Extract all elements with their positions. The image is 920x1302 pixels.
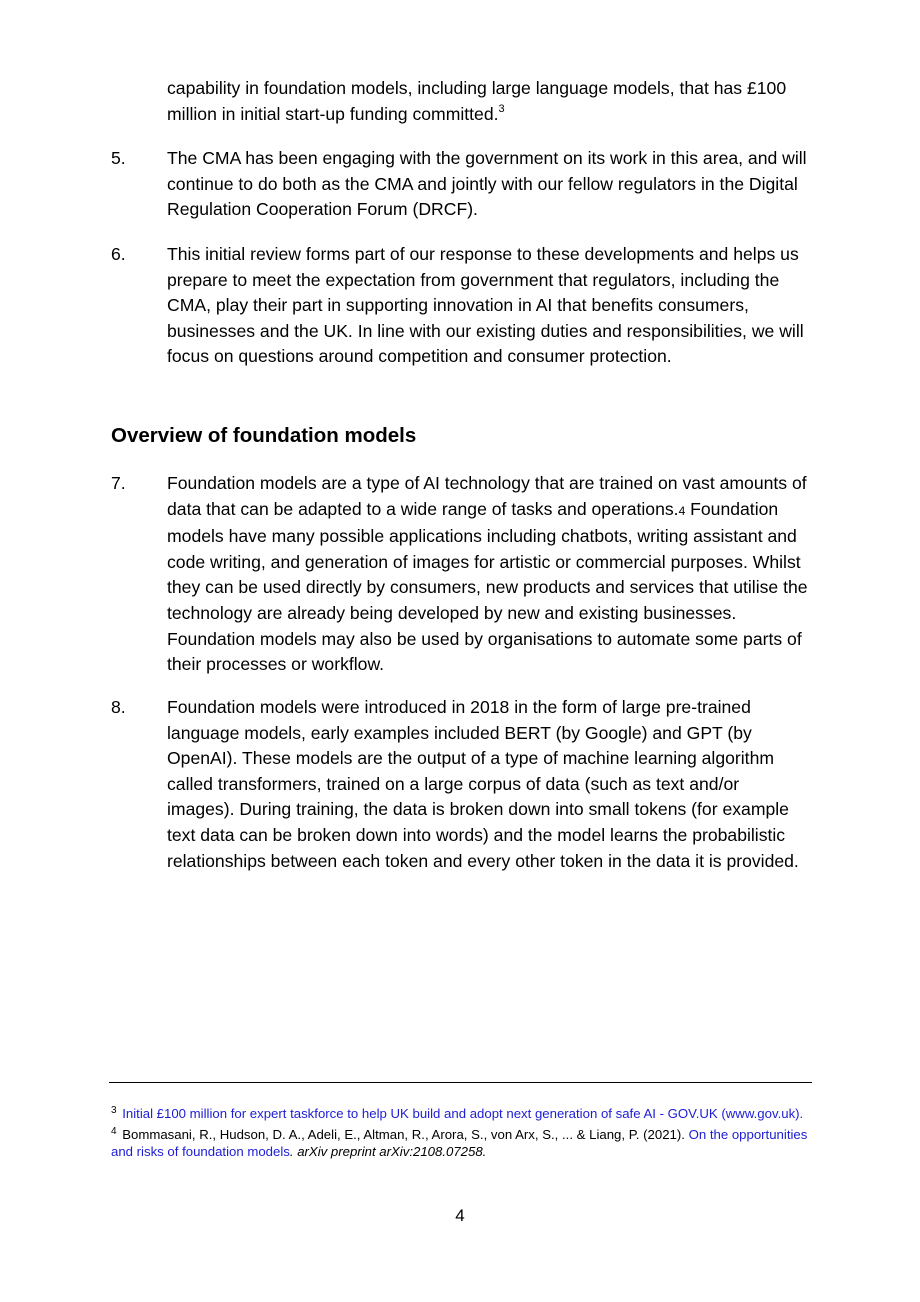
footnote-link[interactable]: Initial £100 million for expert taskforce to help UK build and adopt next generation of safe AI - GOV.UK (www.gov.uk). (122, 1106, 804, 1121)
paragraph-text: capability in foundation models, including large language models, that has £100 million in initial start-up funding committed. (167, 78, 787, 124)
paragraph-4-continuation (167, 76, 811, 127)
paragraph-number: 8. (111, 697, 126, 717)
paragraph-number: 6. (111, 244, 126, 264)
footnote-reference[interactable]: 4 (678, 503, 686, 518)
page-number: 4 (455, 1206, 465, 1225)
paragraph-8 (111, 695, 811, 874)
paragraph-text: This initial review forms part of our response to these developments and helps us prepare to meet the expectation from government that regulators, including the CMA, play their part in supporting innovation in AI that benefits consumers, businesses and the UK. In line with our existing duties and responsibilities, we will focus on questions around competition and consumer protection. (167, 244, 804, 367)
paragraph-5 (111, 146, 811, 223)
footnote-source: . arXiv preprint arXiv:2108.07258. (289, 1144, 487, 1159)
footnote-citation: Bommasani, R., Hudson, D. A., Adeli, E., Altman, R., Arora, S., von Arx, S., ... & Liang, P. (2021). (122, 1127, 689, 1142)
paragraph-number: 5. (111, 148, 126, 168)
paragraph-6 (111, 242, 811, 370)
footnote-4 (111, 1126, 811, 1160)
section-heading: Overview of foundation models (111, 424, 417, 447)
paragraph-text: The CMA has been engaging with the government on its work in this area, and will continue to do both as the CMA and jointly with our fellow regulators in the Digital Regulation Cooperation Forum (DRCF). (167, 148, 807, 220)
paragraph-7 (111, 471, 811, 678)
paragraph-text: Foundation models were introduced in 2018 in the form of large pre-trained language models, early examples included BERT (by Google) and GPT (by OpenAI). These models are the output of a type of machine learning algorithm called transformers, trained on a large corpus of data (such as text and/or images). During training, the data is broken down into small tokens (for example text data can be broken down into words) and the model learns the probabilistic relationships between each token and every other token in the data it is provided. (167, 697, 799, 871)
paragraph-number: 7. (111, 473, 126, 493)
footnote-marker: 4 (111, 1125, 117, 1137)
footnote-divider (109, 1082, 812, 1083)
footnote-link[interactable]: On the opportunities and risks of foundation models (111, 1127, 808, 1159)
footnote-marker: 3 (111, 1104, 117, 1116)
paragraph-text-start: Foundation models are a type of AI technology that are trained on vast amounts of data that can be adapted to a wide range of tasks and operations. (167, 473, 807, 519)
paragraph-text-rest: Foundation models have many possible applications including chatbots, writing assistant and code writing, and generation of images for artistic or commercial purposes. Whilst they can be used directly by consumers, new products and services that utilise the technology are already being developed by new and existing businesses. Foundation models may also be used by organisations to automate some parts of their processes or workflow. (167, 498, 808, 675)
footnote-3 (111, 1105, 811, 1122)
footnote-reference[interactable]: 3 (498, 102, 505, 115)
paragraph-text (167, 471, 811, 678)
footnotes (111, 1105, 811, 1164)
